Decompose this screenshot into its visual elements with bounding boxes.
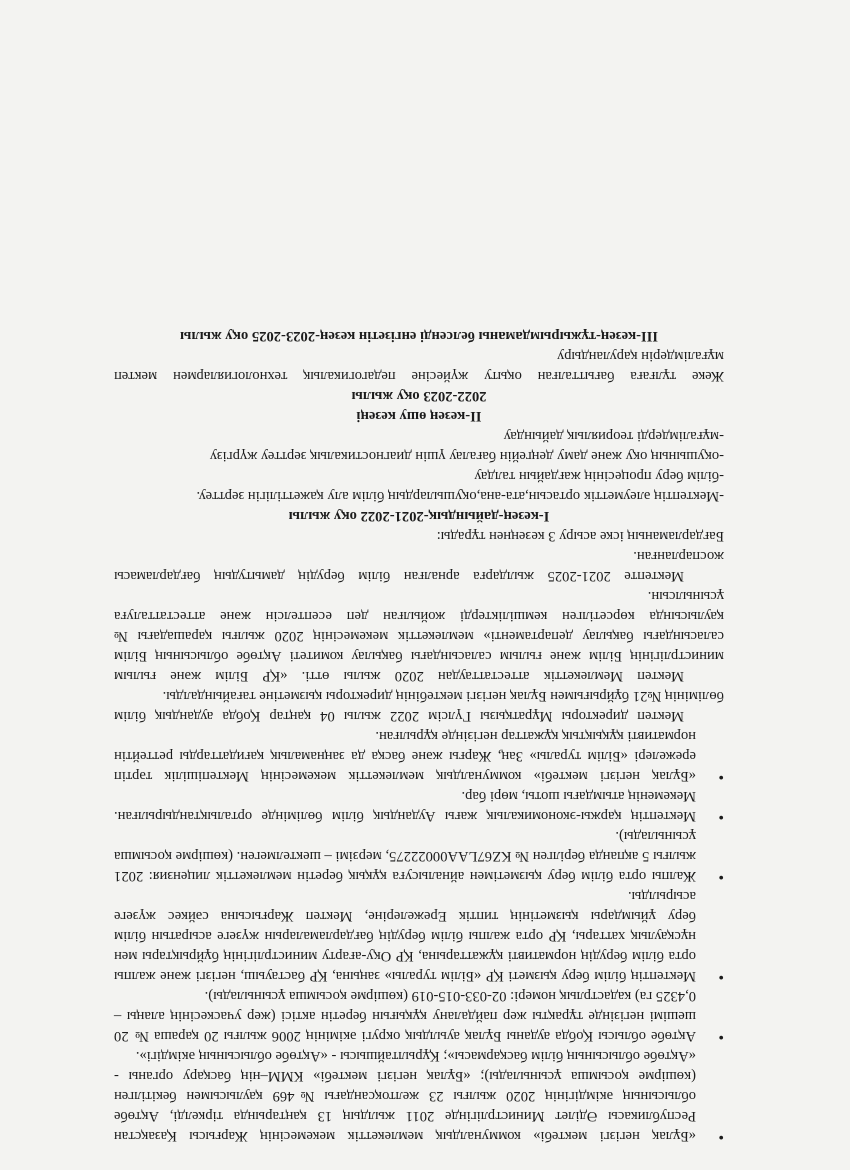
document-body: [114, 326, 724, 1146]
attestation-paragraph: Мектеп Мемлекеттік аттестаттаудан 2020 жылы өтті. «ҚР Білім және ғылым министрлігінің Білім және ғылым саласындағы бақылау комитеті Ақтөбе облысының Білім саласындағы бақылау департаменті» мемлекеттік мекемесінің 2020 жылғы қарашадағы № қаулысында көрсетілген кемшіліктерді жойылған деп есептелсін және аттестатталуға ұсынылсын.: [114, 588, 724, 684]
bullet-item: • Жалпы орта білім беру қызметімен айналысуға құқық беретін мемлекеттік лицензия: 2021 жылғы 5 ақпанда берілген № KZ67LAA00022275, мерзімі – шектелмеген. (көшірме қосымша ұсынылады).: [114, 826, 724, 886]
stages-intro: Бағдарламаның іске асыру 3 кезеңнен тұрады:: [436, 528, 724, 544]
stage-2-year: 2022-2023 оқу жылы: [351, 388, 487, 404]
bullet-item: • Ақтөбе облысы Қобда ауданы Бұлақ ауылдық округі әкімінің 2006 жылғы 20 қараша № 20 шешімі негізінде тұрақты жер пайдалану құқығын беретін актісі (жер учаскесінің алаңы –0,4325 га) кадастрлық номері: 02-033-015-019 (көшірме қосымша ұсынылады).: [114, 986, 724, 1046]
stage-2-title: ІІ-кезең өшу кезеңі: [356, 408, 482, 424]
bullet-item: • «Бұлақ негізгі мектебі» коммуналдық мемлекеттік мекемесінің Жарғысы Қазақстан Республикасы Әділет Министрлігінде 2011 жылдың 13 қаңтарында тіркелді, Ақтөбе облысының әкімдігінің 2020 жылғы 23 желтоқсандағы №469 қаулысымен бекітілген (көшірме қосымша ұсынылады); «Бұлақ негізгі мектебі» КММ–нің басқару органы - «Ақтөбе облысының білім басқармасы»; Құрылтайшысы - «Ақтөбе облысының әкімдігі».: [114, 1046, 724, 1146]
stage-3-title: ІІІ-кезең-тұжырымдаманы белсенді енгізетін кезең-2023-2025 оқу жылы: [180, 328, 659, 344]
stage-2-text: Жеке тұлғаға бағытталған оқыту жүйесіне педагогикалық технологиялармен мектеп мұғалімдерін қаруландыру: [114, 348, 724, 384]
program-paragraph: Мектепте 2021-2025 жылдарға арналған білім берудің дамытудың бағдарламасы жоспарланған.: [114, 548, 724, 584]
bullet-item: • «Бұлақ негізгі мектебі» коммуналдық мемлекеттік мекемесінің Мектепішілік тәртіп ережелері «Білім туралы» Заң, Жарғы және басқа да заңнамалық қағидаттарды реттейтін нормативті құқықтық құжаттар негізінде құрылған.: [114, 726, 724, 786]
stage-1-item: -мұғалімдерді теориялық дайындау: [503, 428, 724, 444]
stage-1-item: -білім беру процесінің жағдайын талдау: [474, 468, 724, 484]
stage-1-item: -Мектептің әлеуметтік ортасын,ата-ана,оқушылардың білім алу қажеттілігін зерттеу.: [196, 488, 724, 504]
bullet-list: [114, 726, 724, 1146]
bullet-item: • Мектептің білім беру қызметі ҚР «Білім туралы» заңына, ҚР бастауыш, негізгі және жалпы орта білім берудің нормативті құжаттарына, ҚР Оқу-ағарту министрлігінің бұйрықтары мен нұсқаулық хаттары, ҚР орта жалпы білім берудің бағдарламаларын жүзеге асыратын білім беру ұйымдары қызметінің типтік Ережелеріне, Мектеп Жарғысына сәйкес жүзеге асырылды.: [114, 886, 724, 986]
stage-1-item: -оқушының оқу және даму деңгейін бағалау үшін диагностикалық зерттеу жүргізу: [209, 448, 724, 464]
director-paragraph: Мектеп директоры Мұратқызы Гүлсім 2022 жылы 04 қаңтар Қобда аудандық білім бөлімінің №21 бұйрығымен Бұлақ негізгі мектебінің директоры қызметіне тағайындалды.: [114, 688, 724, 724]
bullet-item: • Мектептің қаржы-экономикалық жағы Аудандық білім бөлімінде орталықтандырылған. Мекеменің атымдағы шоты, мөрі бар.: [114, 786, 724, 826]
stage-1-title: І-кезең-дайындық-2021-2022 оқу жылы: [288, 508, 550, 524]
